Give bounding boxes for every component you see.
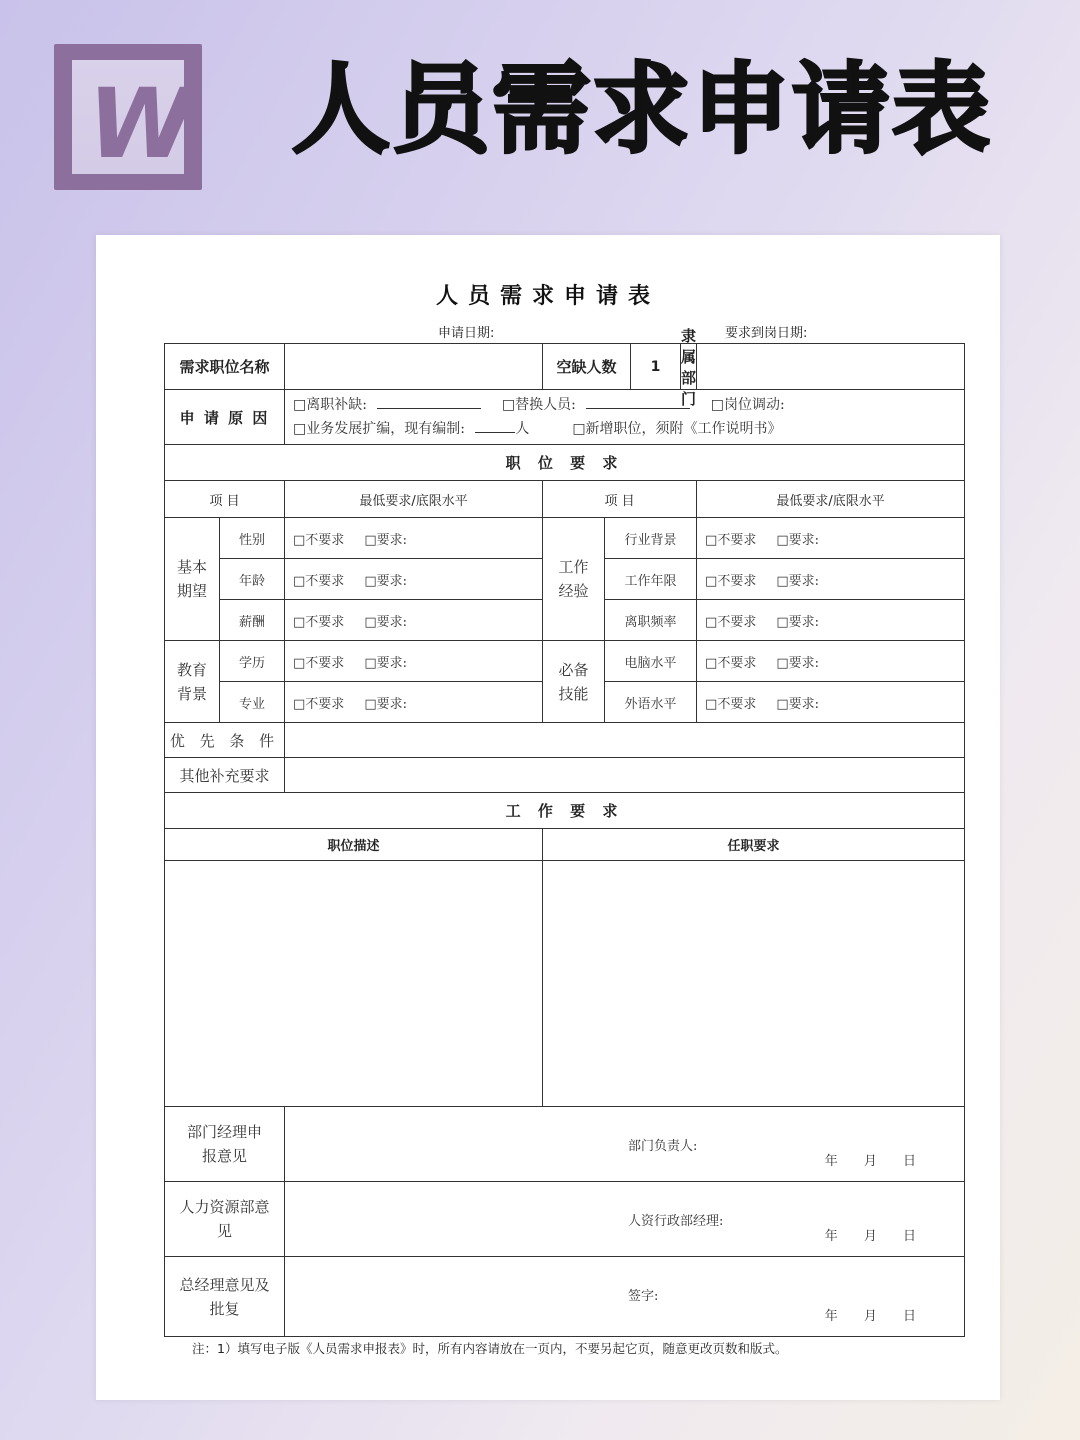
position-desc-field[interactable] xyxy=(165,861,543,1107)
age-options xyxy=(285,559,543,600)
position-desc-header: 职位描述 xyxy=(165,829,543,861)
signer-label-gm: 签字: xyxy=(628,1289,659,1304)
item-degree: 学历 xyxy=(220,641,285,682)
checkbox-new-position[interactable]: □新增职位，须附《工作说明书》 xyxy=(572,421,782,437)
item-computer: 电脑水平 xyxy=(605,641,697,682)
department-label: 隶属部门 xyxy=(681,326,697,408)
table-row xyxy=(165,518,965,559)
signer-label-hr: 人资行政部经理: xyxy=(628,1214,724,1229)
table-row xyxy=(165,641,965,682)
vacancy-value[interactable]: 1 xyxy=(631,344,681,389)
item-salary: 薪酬 xyxy=(220,600,285,641)
reason-options xyxy=(285,390,965,445)
checkbox-not-required[interactable]: □不要求 xyxy=(705,655,757,671)
item-work-years: 工作年限 xyxy=(605,559,697,600)
position-row xyxy=(165,344,965,390)
checkbox-replace-staff[interactable]: □替换人员: xyxy=(501,397,576,413)
form-paper xyxy=(96,235,1000,1400)
level-header-right: 最低要求/底限水平 xyxy=(697,481,965,518)
industry-options xyxy=(697,518,965,559)
checkbox-required[interactable]: □要求: xyxy=(364,614,407,630)
approval-label-gm: 总经理意见及批复 xyxy=(165,1257,285,1337)
work-req-body-row xyxy=(165,861,965,1107)
salary-options xyxy=(285,600,543,641)
vacancy-label: 空缺人数 xyxy=(543,344,631,389)
headcount-unit: 人 xyxy=(515,421,530,437)
approval-field-gm[interactable] xyxy=(285,1257,965,1337)
checkbox-required[interactable]: □要求: xyxy=(776,614,819,630)
checkbox-resign-replace[interactable]: □离职补缺: xyxy=(293,397,367,413)
other-row xyxy=(165,758,965,793)
checkbox-not-required[interactable]: □不要求 xyxy=(293,696,345,712)
reason-row xyxy=(165,390,965,445)
degree-options xyxy=(285,641,543,682)
qualification-header: 任职要求 xyxy=(543,829,965,861)
checkbox-required[interactable]: □要求: xyxy=(364,696,407,712)
date-label-dept: 年 月 日 xyxy=(824,1154,917,1169)
department-field[interactable] xyxy=(697,344,965,390)
priority-label: 优 先 条 件 xyxy=(165,723,285,758)
group-experience: 工作经验 xyxy=(543,518,605,641)
item-header-left: 项 目 xyxy=(165,481,285,518)
checkbox-transfer[interactable]: □岗位调动: xyxy=(710,397,785,413)
item-industry: 行业背景 xyxy=(605,518,697,559)
item-major: 专业 xyxy=(220,682,285,723)
work-req-heading-row xyxy=(165,793,965,829)
approval-row xyxy=(165,1107,965,1182)
checkbox-not-required[interactable]: □不要求 xyxy=(705,573,757,589)
other-field[interactable] xyxy=(285,758,965,793)
checkbox-required[interactable]: □要求: xyxy=(776,655,819,671)
work-years-options xyxy=(697,559,965,600)
banner-title: 人员需求申请表 xyxy=(292,53,993,167)
work-requirements-heading: 工 作 要 求 xyxy=(165,793,965,829)
resign-replace-blank[interactable] xyxy=(377,394,481,409)
checkbox-required[interactable]: □要求: xyxy=(776,532,819,548)
checkbox-required[interactable]: □要求: xyxy=(776,696,819,712)
gender-options xyxy=(285,518,543,559)
approval-label-dept: 部门经理申报意见 xyxy=(165,1107,285,1182)
checkbox-not-required[interactable]: □不要求 xyxy=(705,532,757,548)
arrival-date-label: 要求到岗日期: xyxy=(725,326,808,341)
document-title: 人员需求申请表 xyxy=(435,284,660,309)
replace-staff-blank[interactable] xyxy=(586,394,690,409)
approval-row xyxy=(165,1182,965,1257)
checkbox-not-required[interactable]: □不要求 xyxy=(293,614,345,630)
position-name-label: 需求职位名称 xyxy=(165,344,285,390)
checkbox-not-required[interactable]: □不要求 xyxy=(293,532,345,548)
reason-label: 申 请 原 因 xyxy=(165,390,285,445)
checkbox-not-required[interactable]: □不要求 xyxy=(293,655,345,671)
approval-field-dept[interactable] xyxy=(285,1107,965,1182)
item-language: 外语水平 xyxy=(605,682,697,723)
other-label: 其他补充要求 xyxy=(165,758,285,793)
checkbox-required[interactable]: □要求: xyxy=(364,655,407,671)
date-label-gm: 年 月 日 xyxy=(824,1309,917,1324)
signer-label-dept: 部门负责人: xyxy=(628,1139,698,1154)
group-skills: 必备技能 xyxy=(543,641,605,723)
computer-options xyxy=(697,641,965,682)
approval-field-hr[interactable] xyxy=(285,1182,965,1257)
job-req-colhead-row xyxy=(165,481,965,518)
item-turnover: 离职频率 xyxy=(605,600,697,641)
job-req-heading-row xyxy=(165,445,965,481)
apply-date-label: 申请日期: xyxy=(438,326,495,341)
checkbox-required[interactable]: □要求: xyxy=(364,573,407,589)
priority-row xyxy=(165,723,965,758)
work-req-colhead-row xyxy=(165,829,965,861)
job-requirements-heading: 职 位 要 求 xyxy=(165,445,965,481)
approval-row xyxy=(165,1257,965,1337)
item-gender: 性别 xyxy=(220,518,285,559)
turnover-options xyxy=(697,600,965,641)
logo-letter: W xyxy=(88,68,190,180)
checkbox-not-required[interactable]: □不要求 xyxy=(705,614,757,630)
item-header-right: 项 目 xyxy=(543,481,697,518)
checkbox-expansion[interactable]: □业务发展扩编，现有编制: xyxy=(293,421,465,437)
footer-note: 注：1）填写电子版《人员需求申报表》时，所有内容请放在一页内，不要另起它页，随意更改页数和版式。 xyxy=(192,1341,788,1356)
group-basic: 基本期望 xyxy=(165,518,220,641)
word-logo-icon xyxy=(54,44,202,190)
checkbox-required[interactable]: □要求: xyxy=(364,532,407,548)
level-header-left: 最低要求/底限水平 xyxy=(285,481,543,518)
checkbox-not-required[interactable]: □不要求 xyxy=(705,696,757,712)
vacancy-cell xyxy=(543,326,697,408)
date-label-hr: 年 月 日 xyxy=(824,1229,917,1244)
major-options xyxy=(285,682,543,723)
group-education: 教育背景 xyxy=(165,641,220,723)
headcount-blank[interactable] xyxy=(475,418,515,433)
qualification-field[interactable] xyxy=(543,861,965,1107)
checkbox-not-required[interactable]: □不要求 xyxy=(293,573,345,589)
checkbox-required[interactable]: □要求: xyxy=(776,573,819,589)
item-age: 年龄 xyxy=(220,559,285,600)
language-options xyxy=(697,682,965,723)
position-name-field[interactable] xyxy=(285,344,543,390)
priority-field[interactable] xyxy=(285,723,965,758)
approval-label-hr: 人力资源部意 见 xyxy=(165,1182,285,1257)
